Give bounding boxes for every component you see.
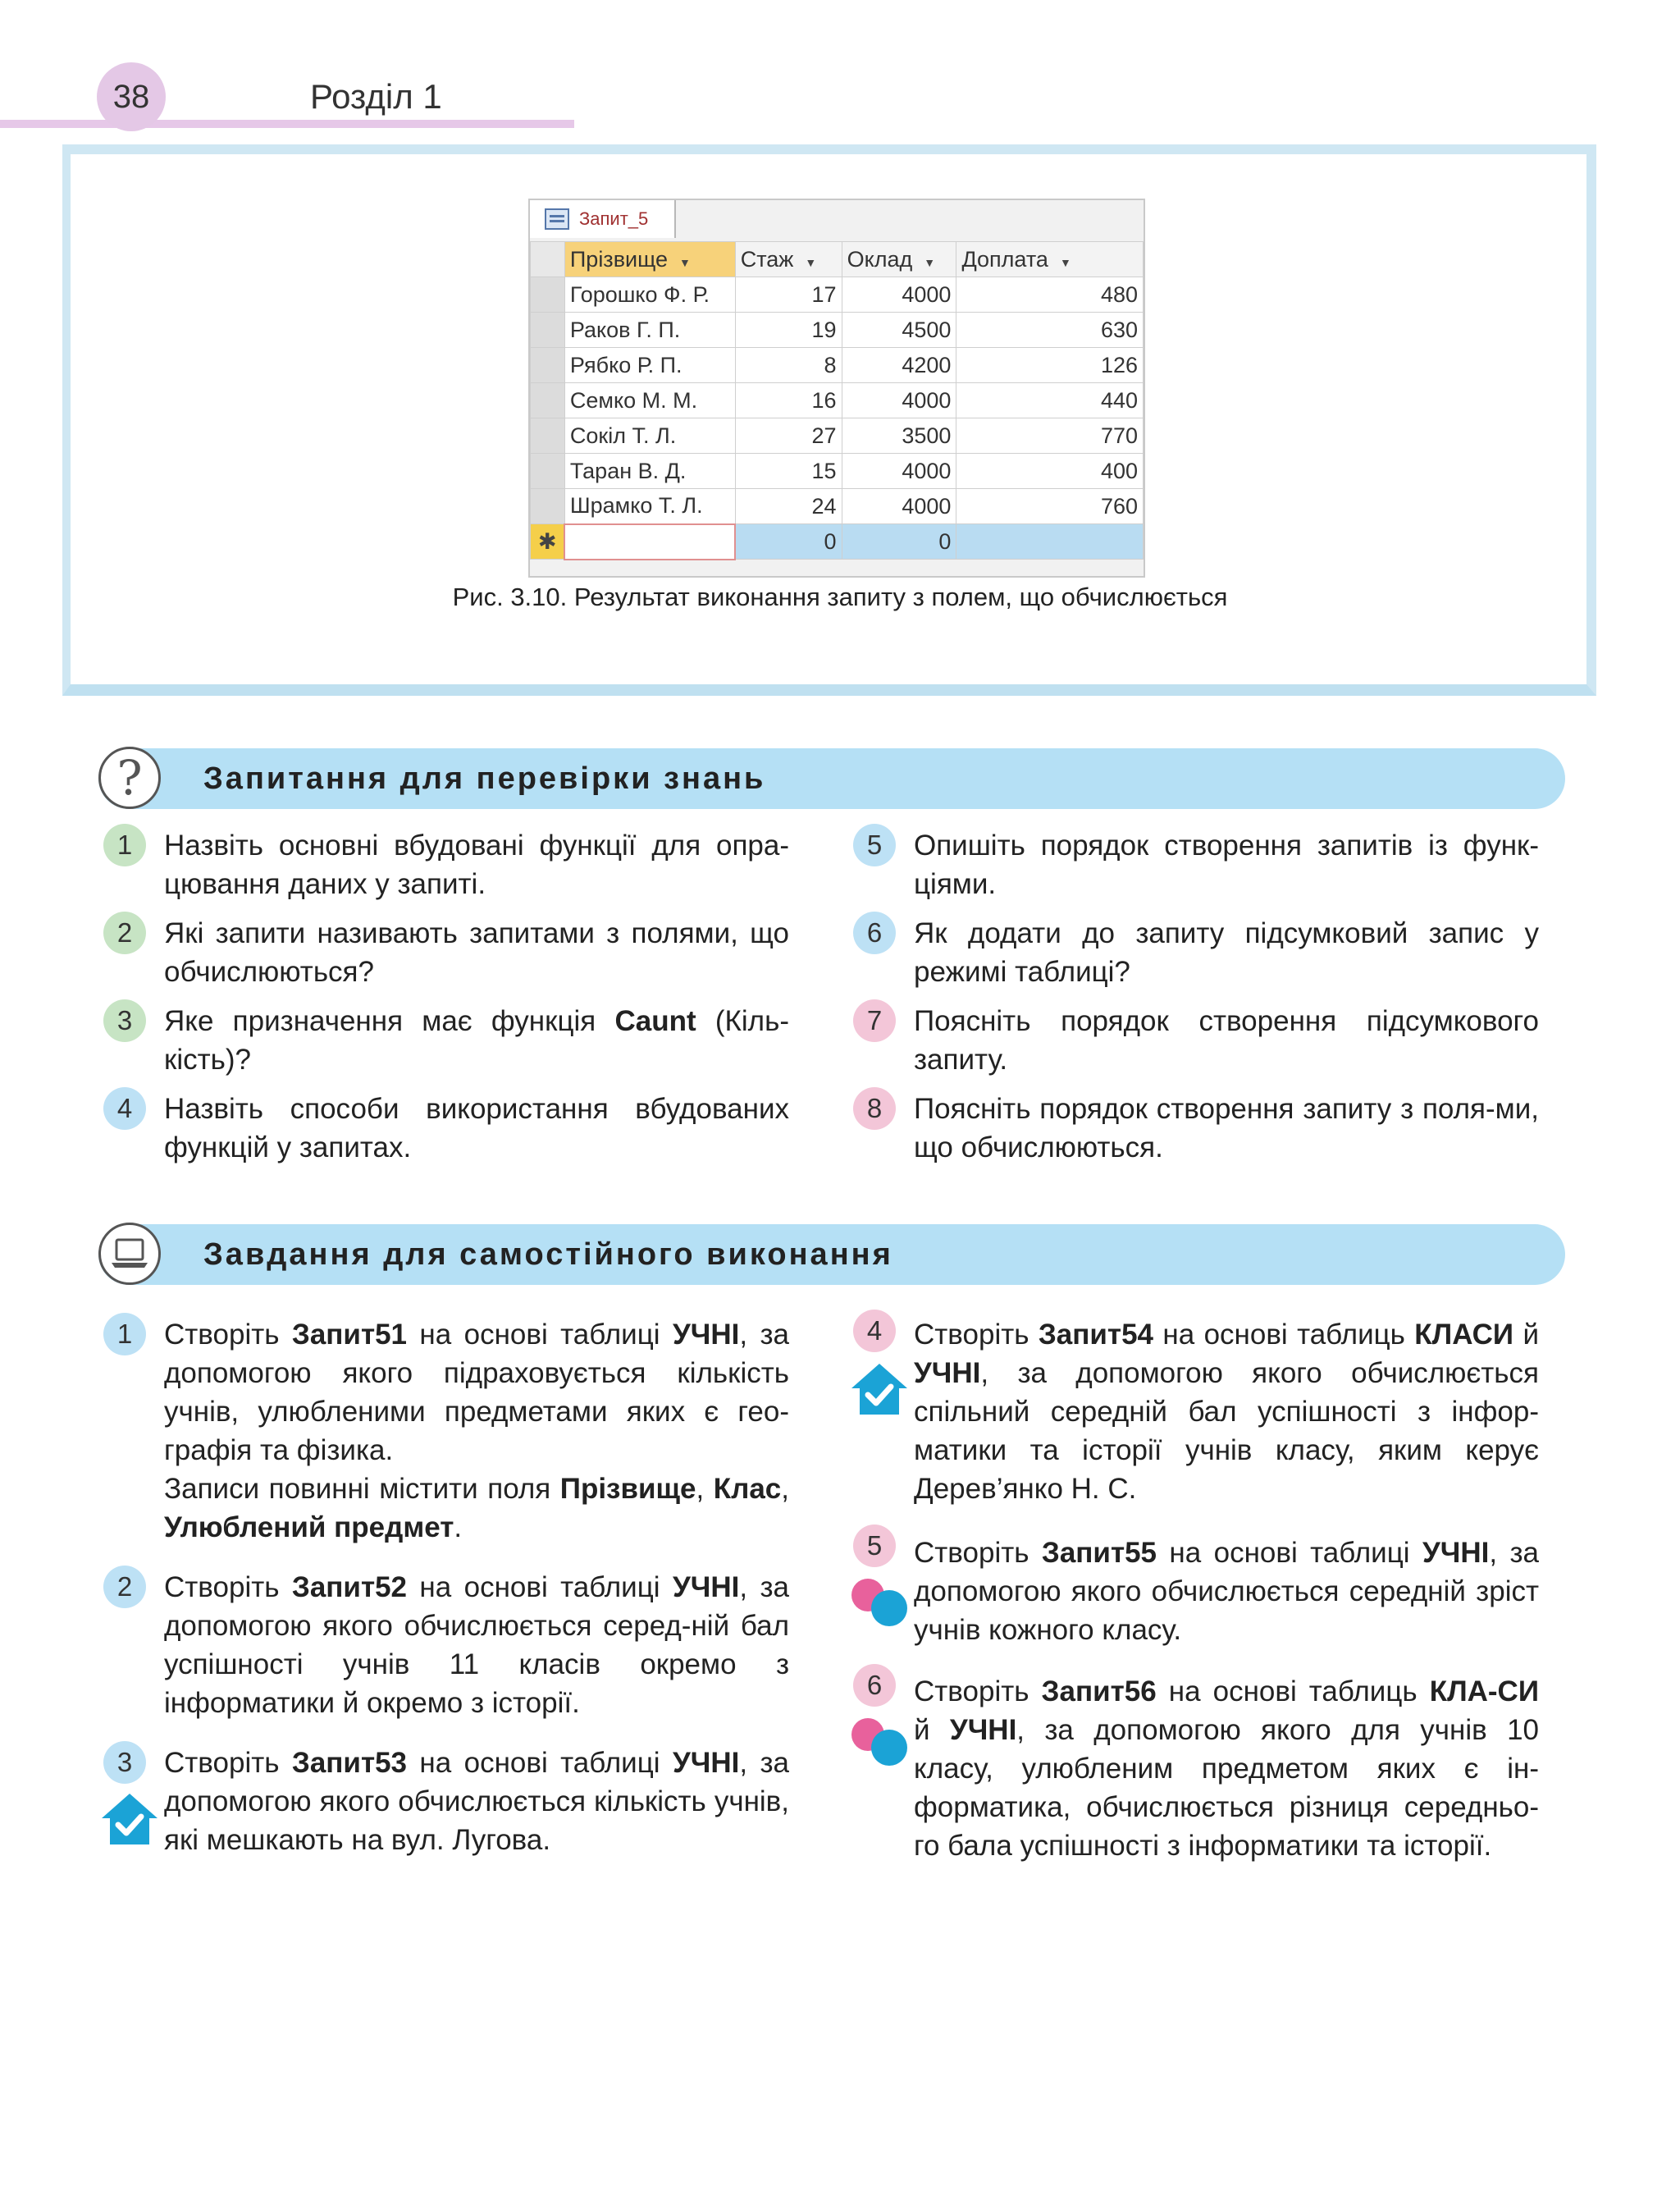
column-header[interactable]: Стаж ▼ bbox=[735, 242, 842, 277]
table-cell[interactable]: 440 bbox=[956, 383, 1144, 418]
task-item: Створіть Запит56 на основі таблиць КЛА-СИ й УЧНІ, за допомогою якого для учнів 10 класу, улюбленим предметом яких є ін-форматика, обчислюється різниця середньо-го бала успішності з інформатики та історії. bbox=[914, 1675, 1540, 1862]
question-item: Як додати до запиту підсумковий запис у режимі таблиці? bbox=[914, 917, 1539, 988]
row-selector[interactable] bbox=[531, 418, 565, 454]
task-number-badge: 5 bbox=[853, 1524, 896, 1567]
chevron-down-icon[interactable]: ▼ bbox=[924, 255, 936, 269]
question-item: Назвіть способи використання вбудованих функцій у запитах. bbox=[164, 1093, 789, 1163]
query-tab[interactable] bbox=[530, 200, 676, 238]
table-cell[interactable]: 4500 bbox=[842, 313, 956, 348]
question-mark-icon bbox=[98, 747, 161, 809]
table-cell[interactable]: 0 bbox=[842, 524, 956, 560]
task-item: Створіть Запит52 на основі таблиці УЧНІ, за допомогою якого обчислюється серед-ній бал успішності учнів 11 класів окремо з інформатики й окремо з історії. bbox=[164, 1571, 789, 1719]
questions-section-bar bbox=[98, 748, 1565, 809]
datasheet-table bbox=[530, 241, 1144, 560]
table-cell[interactable]: 126 bbox=[956, 348, 1144, 383]
row-selector[interactable] bbox=[531, 348, 565, 383]
table-cell[interactable]: 4200 bbox=[842, 348, 956, 383]
row-selector[interactable] bbox=[531, 277, 565, 313]
chevron-down-icon[interactable]: ▼ bbox=[679, 255, 691, 269]
table-row[interactable] bbox=[531, 454, 1144, 489]
query-icon bbox=[545, 208, 569, 230]
house-check-icon bbox=[100, 1792, 159, 1846]
task-number-badge: 3 bbox=[103, 1741, 146, 1784]
table-row[interactable] bbox=[531, 277, 1144, 313]
question-number-badge: 8 bbox=[853, 1087, 896, 1130]
table-cell[interactable]: Горошко Ф. Р. bbox=[564, 277, 735, 313]
pair-dots-icon bbox=[850, 1577, 909, 1628]
table-cell[interactable]: Сокіл Т. Л. bbox=[564, 418, 735, 454]
table-row[interactable] bbox=[531, 489, 1144, 524]
table-cell[interactable] bbox=[956, 524, 1144, 560]
question-item: Опишіть порядок створення запитів із функ-ціями. bbox=[914, 830, 1539, 900]
task-item: Створіть Запит54 на основі таблиць КЛАСИ й УЧНІ, за допомогою якого обчислюється спільний середній бал успішності з інфор-матики та історії учнів класу, яким керує Дерев’янко Н. С. bbox=[914, 1319, 1539, 1505]
query-datasheet-window bbox=[528, 199, 1145, 578]
table-row[interactable] bbox=[531, 383, 1144, 418]
table-cell[interactable]: 3500 bbox=[842, 418, 956, 454]
table-cell[interactable]: 4000 bbox=[842, 383, 956, 418]
section-title: Запитання для перевірки знань bbox=[203, 761, 766, 796]
question-number-badge: 4 bbox=[103, 1087, 146, 1130]
svg-text:?: ? bbox=[116, 750, 143, 806]
task-number-badge: 1 bbox=[103, 1313, 146, 1355]
chapter-title: Розділ 1 bbox=[310, 77, 442, 116]
question-number-badge: 2 bbox=[103, 912, 146, 954]
question-item: Поясніть порядок створення запиту з поля-ми, що обчислюються. bbox=[914, 1093, 1539, 1163]
question-item: Назвіть основні вбудовані функції для опра-цювання даних у запиті. bbox=[164, 830, 789, 900]
table-cell[interactable]: 27 bbox=[735, 418, 842, 454]
task-item: Створіть Запит55 на основі таблиці УЧНІ, за допомогою якого обчислюється середній зріст учнів кожного класу. bbox=[914, 1537, 1539, 1646]
header-rule bbox=[0, 120, 574, 128]
question-number-badge: 6 bbox=[853, 912, 896, 954]
table-cell[interactable]: 4000 bbox=[842, 489, 956, 524]
row-selector[interactable] bbox=[531, 454, 565, 489]
table-cell[interactable]: 400 bbox=[956, 454, 1144, 489]
page-number: 38 bbox=[97, 62, 166, 131]
pair-dots-icon bbox=[850, 1716, 909, 1767]
question-number-badge: 7 bbox=[853, 999, 896, 1042]
question-item: Які запити називають запитами з полями, що обчислюються? bbox=[164, 917, 789, 988]
table-cell[interactable]: 630 bbox=[956, 313, 1144, 348]
chevron-down-icon[interactable]: ▼ bbox=[1059, 255, 1071, 269]
row-selector[interactable] bbox=[531, 313, 565, 348]
row-selector[interactable] bbox=[531, 489, 565, 524]
table-header-row bbox=[531, 242, 1144, 277]
task-number-badge: 4 bbox=[853, 1310, 896, 1352]
table-cell[interactable]: 8 bbox=[735, 348, 842, 383]
tasks-section-bar bbox=[98, 1224, 1565, 1285]
table-cell[interactable]: 760 bbox=[956, 489, 1144, 524]
question-item: Поясніть порядок створення підсумкового запиту. bbox=[914, 1005, 1539, 1076]
table-cell[interactable]: 0 bbox=[735, 524, 842, 560]
select-all-corner[interactable] bbox=[531, 242, 565, 277]
task-item: Створіть Запит53 на основі таблиці УЧНІ, за допомогою якого обчислюється кількість учнів, які мешкають на вул. Лугова. bbox=[164, 1747, 789, 1856]
question-number-badge: 5 bbox=[853, 824, 896, 866]
table-cell[interactable]: Семко М. М. bbox=[564, 383, 735, 418]
new-record-icon[interactable]: ✱ bbox=[531, 524, 565, 560]
table-cell[interactable]: 4000 bbox=[842, 277, 956, 313]
figure-caption: Рис. 3.10. Результат виконання запиту з полем, що обчислюється bbox=[452, 583, 1228, 611]
question-number-badge: 1 bbox=[103, 824, 146, 866]
table-row[interactable] bbox=[531, 313, 1144, 348]
table-cell[interactable]: 17 bbox=[735, 277, 842, 313]
task-number-badge: 2 bbox=[103, 1566, 146, 1608]
table-cell[interactable]: 480 bbox=[956, 277, 1144, 313]
table-cell[interactable]: 4000 bbox=[842, 454, 956, 489]
table-cell[interactable]: 24 bbox=[735, 489, 842, 524]
house-check-icon bbox=[850, 1362, 909, 1416]
question-item: Яке призначення має функція Caunt (Кіль-кість)? bbox=[164, 1005, 789, 1076]
laptop-icon bbox=[98, 1223, 161, 1285]
table-cell[interactable]: 770 bbox=[956, 418, 1144, 454]
table-row[interactable] bbox=[531, 348, 1144, 383]
chevron-down-icon[interactable]: ▼ bbox=[805, 255, 817, 269]
task-item: Створіть Запит51 на основі таблиці УЧНІ, за допомогою якого підраховується кількість учнів, улюбленими предметами яких є гео-графія та фізика. Записи повинні містити поля Прізвище, Клас, Улюблений предмет. bbox=[164, 1319, 790, 1543]
column-header[interactable]: Прізвище ▼ bbox=[564, 242, 735, 277]
column-header[interactable]: Доплата ▼ bbox=[956, 242, 1144, 277]
table-cell[interactable]: Таран В. Д. bbox=[564, 454, 735, 489]
table-cell[interactable]: Раков Г. П. bbox=[564, 313, 735, 348]
section-title: Завдання для самостійного виконання bbox=[203, 1237, 893, 1272]
query-tab-label: Запит_5 bbox=[579, 208, 649, 229]
table-row[interactable] bbox=[531, 418, 1144, 454]
new-record-row[interactable] bbox=[531, 524, 1144, 560]
column-header[interactable]: Оклад ▼ bbox=[842, 242, 956, 277]
row-selector[interactable] bbox=[531, 383, 565, 418]
task-number-badge: 6 bbox=[853, 1664, 896, 1707]
table-cell[interactable]: 15 bbox=[735, 454, 842, 489]
table-cell[interactable]: 19 bbox=[735, 313, 842, 348]
table-cell[interactable]: Рябко Р. П. bbox=[564, 348, 735, 383]
table-cell[interactable]: 16 bbox=[735, 383, 842, 418]
table-cell[interactable] bbox=[564, 524, 735, 560]
table-cell[interactable]: Шрамко Т. Л. bbox=[564, 489, 735, 524]
question-number-badge: 3 bbox=[103, 999, 146, 1042]
